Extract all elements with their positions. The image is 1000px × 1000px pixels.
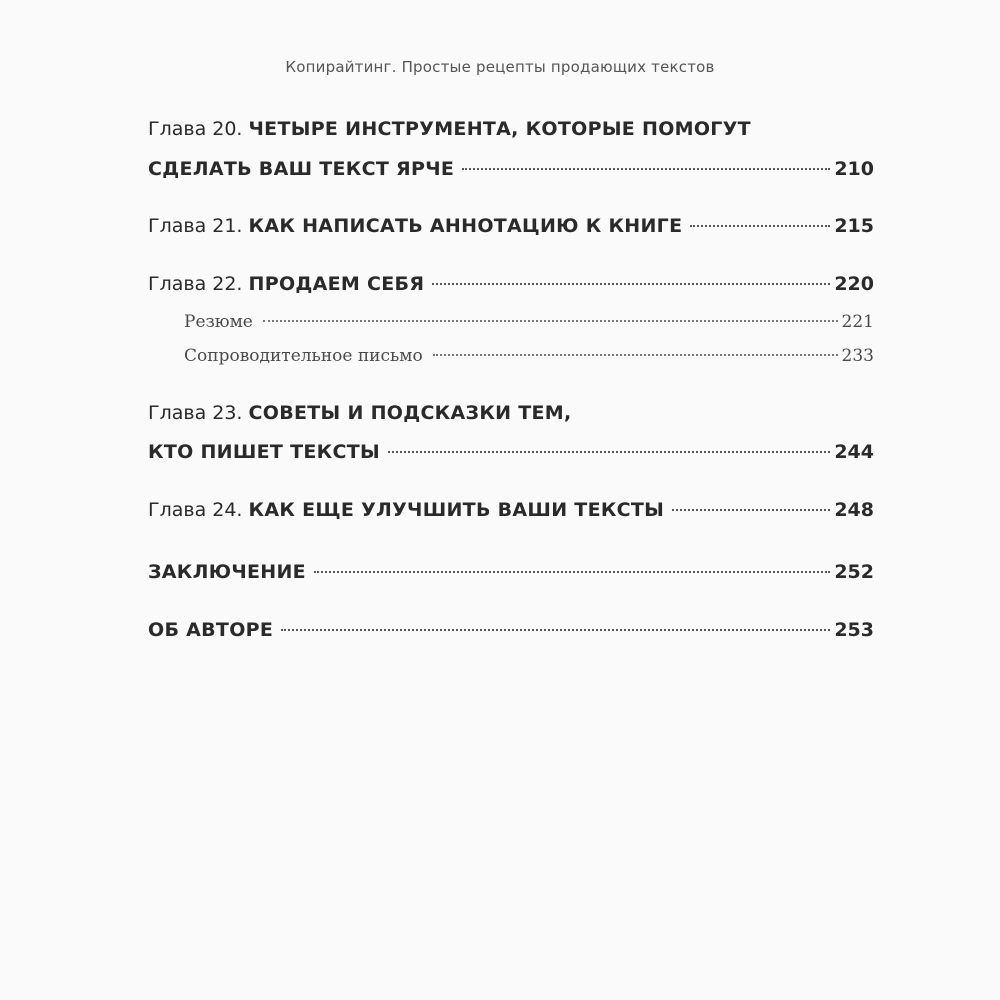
chapter-24-page: 248 (834, 499, 874, 521)
subentry-resume-page: 221 (841, 312, 874, 332)
toc-entry-chapter-23-line-2 (148, 441, 874, 463)
about-author-page: 253 (834, 619, 874, 641)
dot-leader (432, 283, 830, 285)
chapter-20-title-line-1: ЧЕТЫРЕ ИНСТРУМЕНТА, КОТОРЫЕ ПОМОГУТ (248, 118, 751, 140)
toc-entry-chapter-21 (148, 215, 874, 237)
chapter-22-page: 220 (834, 273, 874, 295)
chapter-20-title-line-2: СДЕЛАТЬ ВАШ ТЕКСТ ЯРЧЕ (148, 158, 455, 180)
chapter-20-prefix: Глава 20. (148, 118, 243, 140)
dot-leader (388, 451, 830, 453)
about-author-title: ОБ АВТОРЕ (148, 619, 274, 641)
chapter-21-page: 215 (834, 215, 874, 237)
chapter-24-prefix: Глава 24. (148, 499, 243, 521)
toc-entry-chapter-20-line-1 (148, 118, 874, 140)
chapter-24-title: КАК ЕЩЕ УЛУЧШИТЬ ВАШИ ТЕКСТЫ (248, 499, 665, 521)
dot-leader (462, 168, 830, 170)
dot-leader (433, 354, 838, 356)
chapter-21-prefix: Глава 21. (148, 215, 243, 237)
chapter-23-prefix: Глава 23. (148, 402, 243, 424)
dot-leader (672, 509, 830, 511)
dot-leader (314, 571, 830, 573)
toc-entry-chapter-23-line-1 (148, 402, 874, 424)
toc-subentry-resume (148, 312, 874, 332)
dot-leader (281, 629, 830, 631)
dot-leader (690, 225, 830, 227)
subentry-cover-letter-title: Сопроводительное письмо (184, 346, 423, 366)
chapter-23-page: 244 (834, 441, 874, 463)
conclusion-page: 252 (834, 561, 874, 583)
toc-entry-chapter-22 (148, 273, 874, 295)
subentry-cover-letter-page: 233 (841, 346, 874, 366)
dot-leader (263, 320, 838, 322)
toc-entry-chapter-24 (148, 499, 874, 521)
chapter-23-title-line-1: СОВЕТЫ И ПОДСКАЗКИ ТЕМ, (248, 402, 572, 424)
toc-entry-about-author (148, 619, 874, 641)
chapter-20-page: 210 (834, 158, 874, 180)
chapter-22-prefix: Глава 22. (148, 273, 243, 295)
chapter-21-title: КАК НАПИСАТЬ АННОТАЦИЮ К КНИГЕ (248, 215, 683, 237)
conclusion-title: ЗАКЛЮЧЕНИЕ (148, 561, 306, 583)
running-head: Копирайтинг. Простые рецепты продающих текстов (285, 58, 715, 76)
toc-entry-chapter-20-line-2 (148, 158, 874, 180)
toc-subentry-cover-letter (148, 346, 874, 366)
subentry-resume-title: Резюме (184, 312, 253, 332)
chapter-23-title-line-2: КТО ПИШЕТ ТЕКСТЫ (148, 441, 380, 463)
toc-entry-conclusion (148, 561, 874, 583)
chapter-22-title: ПРОДАЕМ СЕБЯ (248, 273, 425, 295)
